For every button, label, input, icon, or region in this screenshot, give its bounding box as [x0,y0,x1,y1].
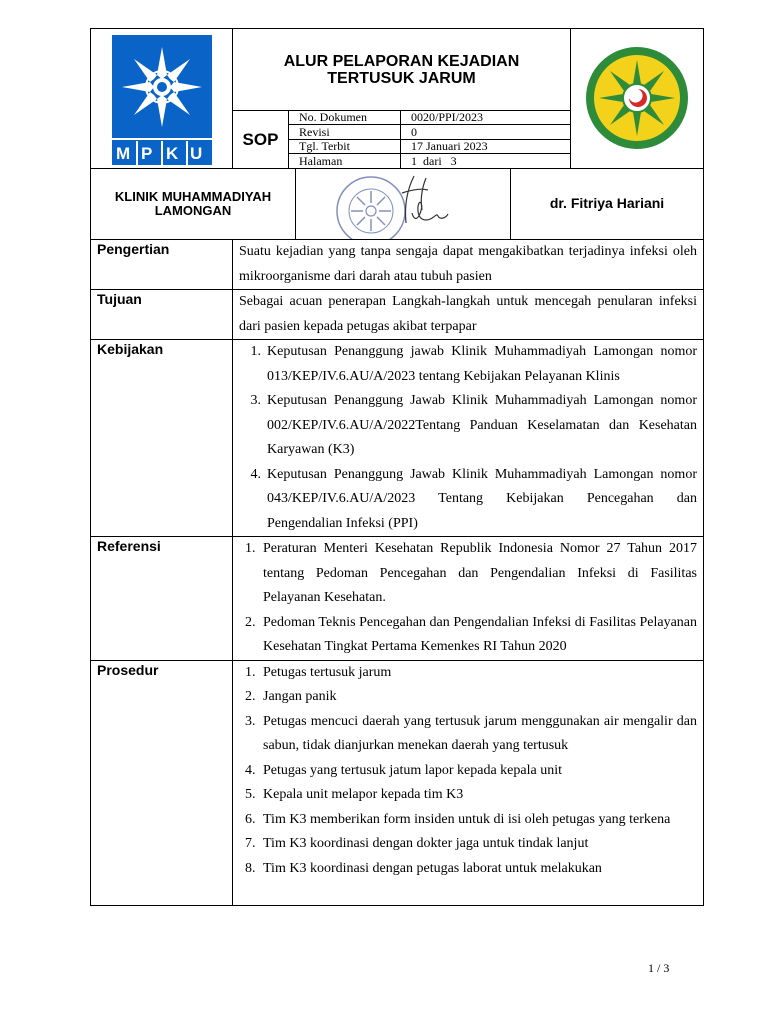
clinic-line-1: KLINIK MUHAMMADIYAH [114,189,272,204]
meta-value: 17 Januari 2023 [401,139,571,154]
meta-key: Halaman [289,154,401,168]
svg-text:K: K [166,144,179,163]
document-title [233,29,570,111]
list-number: 3. [250,393,261,408]
list-item: 4. Petugas yang tertusuk jatum lapor kepada kepala unit [259,759,697,784]
document-header [90,28,704,169]
svg-text:U: U [190,144,203,163]
meta-value: 0 [401,125,571,140]
sop-label: SOP [233,111,289,168]
list-text: Keputusan Penanggung Jawab Klinik Muhammadiyah Lamongan nomor 002/KEP/IV.6.AU/A/2022Tentang Panduan Keselamatan dan Kesehatan Karyawan (K3) [267,393,697,457]
mpku-logo [112,35,212,165]
referensi-list [239,537,697,660]
list-text: Keputusan Penanggung jawab Klinik Muhammadiyah Lamongan nomor 013/KEP/IV.6.AU/A/2023 tentang Kebijakan Pelayanan Klinis [267,344,697,384]
document-meta-table [289,111,570,168]
meta-row [289,111,570,125]
meta-value: 0020/PPI/2023 [401,111,571,125]
section-list [233,340,704,537]
section-label: Tujuan [91,290,233,340]
list-item: 2. Pedoman Teknis Pencegahan dan Pengendalian Infeksi di Fasilitas Pelayanan Kesehatan Tingkat Pertama Kemenkes RI Tahun 2020 [259,611,697,660]
meta-key: Revisi [289,125,401,140]
list-number: 1. [250,344,261,359]
muhammadiyah-emblem [584,45,690,151]
title-line-2: TERTUSUK JARUM [327,70,476,87]
list-item: 7. Tim K3 koordinasi dengan dokter jaga untuk tindak lanjut [259,832,697,857]
sop-body-table [90,239,704,906]
section-label: Referensi [91,537,233,661]
approval-row [90,168,704,240]
svg-text:P: P [141,144,153,163]
clinic-line-2: LAMONGAN [154,203,232,218]
meta-key: No. Dokumen [289,111,401,125]
stamp-and-signature [296,168,511,239]
list-item [239,389,697,463]
list-item: 1. Petugas tertusuk jarum [259,661,697,686]
signature-icon [402,176,448,223]
list-number: 4. [250,466,261,482]
meta-row [289,125,570,140]
meta-value: 1 dari 3 [401,154,571,168]
clinic-name [91,168,296,239]
list-item: 2. Jangan panik [259,685,697,710]
section-tujuan [91,290,704,340]
section-referensi [91,537,704,661]
section-label: Kebijakan [91,340,233,537]
section-pengertian [91,240,704,290]
section-kebijakan [91,340,704,537]
list-item: 6. Tim K3 memberikan form insiden untuk di isi oleh petugas yang terkena [259,808,697,833]
list-item: 1. Peraturan Menteri Kesehatan Republik Indonesia Nomor 27 Tahun 2017 tentang Pedoman Pencegahan dan Pengendalian Infeksi di Fasilitas Pelayanan Kesehatan. [259,537,697,611]
meta-row [289,154,570,168]
list-item: 3. Petugas mencuci daerah yang tertusuk jarum menggunakan air mengalir dan sabun, tidak dianjurkan menekan daerah yang tertusuk [259,710,697,759]
svg-text:M: M [116,144,131,163]
section-prosedur [91,660,704,905]
prosedur-list [239,661,697,882]
section-label: Prosedur [91,660,233,905]
mpku-logo-cell [91,29,233,168]
section-text: Suatu kejadian yang tanpa sengaja dapat mengakibatkan terjadinya infeksi oleh mikroorganisme dari darah atau tubuh pasien [233,240,704,290]
meta-key: Tgl. Terbit [289,139,401,154]
list-item [239,340,697,389]
doctor-name: dr. Fitriya Hariani [549,195,665,211]
section-text: Sebagai acuan penerapan Langkah-langkah untuk mencegah penularan infeksi dari pasien kepada petugas akibat terpapar [233,290,704,340]
meta-row [289,139,570,154]
section-label: Pengertian [91,240,233,290]
section-list [233,660,704,905]
list-item [239,463,697,537]
page-number: 1 / 3 [648,961,670,975]
list-text: Keputusan Penanggung Jawab Klinik Muhammadiyah Lamongan nomor 043/KEP/IV.6.AU/A/2023 Tentang Kebijakan Pencegahan dan Pengendalian Infeksi (PPI) [267,466,697,531]
title-line-1: ALUR PELAPORAN KEJADIAN [283,53,520,70]
muhammadiyah-emblem-cell [570,29,703,168]
section-list [233,537,704,661]
list-item: 8. Tim K3 koordinasi dengan petugas laborat untuk melakukan [259,857,697,882]
signature-cell [296,168,511,239]
stamp-icon [337,177,405,239]
list-item: 5. Kepala unit melapor kepada tim K3 [259,783,697,808]
